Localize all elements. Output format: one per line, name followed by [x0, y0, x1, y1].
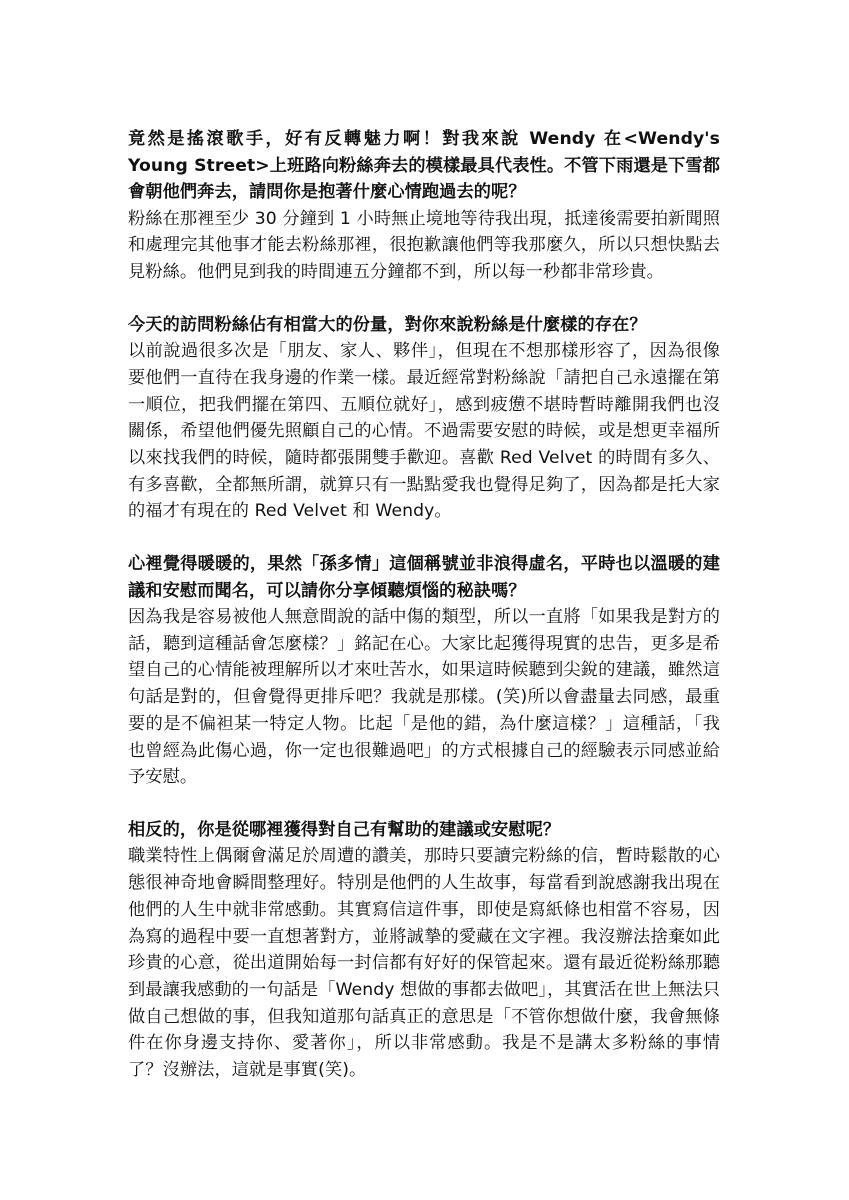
document-page [128, 126, 720, 1110]
qa-section-4 [128, 817, 720, 1084]
question-3: 心裡覺得暖暖的，果然「孫多情」這個稱號並非浪得虛名，平時也以溫暖的建議和安慰而聞名，可以請你分享傾聽煩惱的秘訣嗎？ [128, 554, 720, 601]
answer-4: 職業特性上偶爾會滿足於周遭的讚美，那時只要讀完粉絲的信，暫時鬆散的心態很神奇地會瞬間整理好。特別是他們的人生故事，每當看到說感謝我出現在他們的人生中就非常感動。其實寫信這件事，即使是寫紙條也相當不容易，因為寫的過程中要一直想著對方，並將誠摯的愛藏在文字裡。我沒辦法捨棄如此珍貴的心意，從出道開始每一封信都有好好的保管起來。還有最近從粉絲那聽到最讓我感動的一句話是「Wendy 想做的事都去做吧」，其實活在世上無法只做自己想做的事，但我知道那句話真正的意思是「不管你想做什麼，我會無條件在你身邊支持你、愛著你」，所以非常感動。我是不是講太多粉絲的事情了？沒辦法，這就是事實(笑)。 [128, 846, 720, 1081]
answer-3: 因為我是容易被他人無意間說的話中傷的類型，所以一直將「如果我是對方的話，聽到這種話會怎麼樣？」銘記在心。大家比起獲得現實的忠告，更多是希望自己的心情能被理解所以才來吐苦水，如果這時候聽到尖銳的建議，雖然這句話是對的，但會覺得更排斥吧？我就是那樣。(笑)所以會盡量去同感，最重要的是不偏袒某一特定人物。比起「是他的錯，為什麼這樣？」這種話，「我也曾經為此傷心過，你一定也很難過吧」的方式根據自己的經驗表示同感並給予安慰。 [128, 607, 720, 788]
answer-2: 以前說過很多次是「朋友、家人、夥伴」，但現在不想那樣形容了，因為很像要他們一直待在我身邊的作業一樣。最近經常對粉絲說「請把自己永遠擺在第一順位，把我們擺在第四、五順位就好」，感到疲憊不堪時暫時離開我們也沒關係，希望他們優先照顧自己的心情。不過需要安慰的時候，或是想更幸福所以來找我們的時候，隨時都張開雙手歡迎。喜歡 Red Velvet 的時間有多久、有多喜歡，全都無所謂，就算只有一點點愛我也覺得足夠了，因為都是托大家的福才有現在的 Red Velvet 和 Wendy。 [128, 341, 720, 522]
question-1: 竟然是搖滾歌手，好有反轉魅力啊！對我來說 Wendy 在<Wendy's Young Street>上班路向粉絲奔去的模樣最具代表性。不管下雨還是下雪都會朝他們奔去，請問你是抱著什麼心情跑過去的呢？ [128, 129, 720, 202]
qa-section-2 [128, 312, 720, 525]
question-4: 相反的，你是從哪裡獲得對自己有幫助的建議或安慰呢？ [128, 819, 561, 840]
answer-1: 粉絲在那裡至少 30 分鐘到 1 小時無止境地等待我出現，抵達後需要拍新聞照和處理完其他事才能去粉絲那裡，很抱歉讓他們等我那麼久，所以只想快點去見粉絲。他們見到我的時間連五分鐘都不到，所以每一秒都非常珍貴。 [128, 208, 720, 282]
question-2: 今天的訪問粉絲佔有相當大的份量，對你來說粉絲是什麼樣的存在？ [128, 314, 647, 335]
qa-section-3 [128, 551, 720, 791]
qa-section-1 [128, 126, 720, 286]
